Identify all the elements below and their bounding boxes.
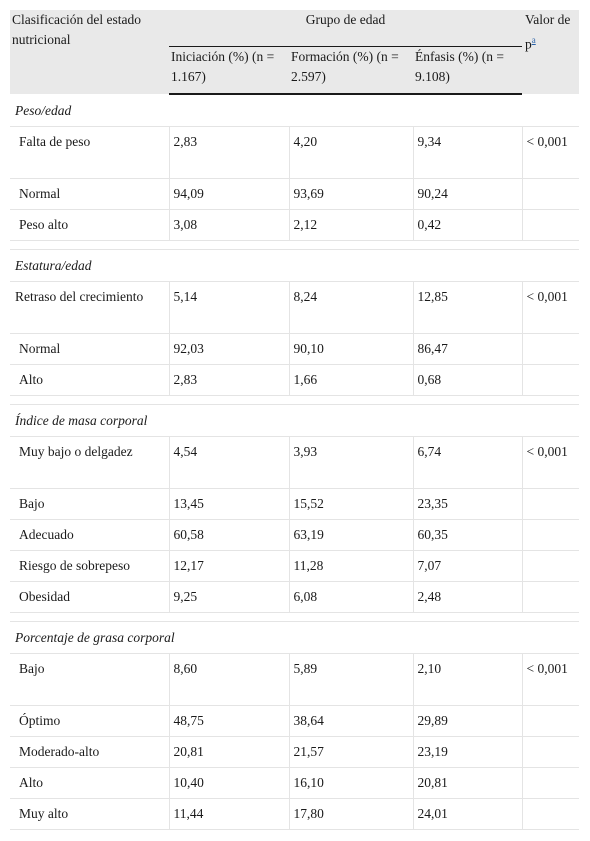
table-row [10,282,579,334]
table-row [10,365,579,396]
cell-formacion: 93,69 [289,179,413,210]
row-label: Alto [10,768,169,799]
cell-iniciacion: 13,45 [169,489,289,520]
cell-enfasis: 29,89 [413,706,522,737]
cell-formacion: 8,24 [289,282,413,334]
table-row [10,582,579,613]
cell-formacion: 21,57 [289,737,413,768]
table-row [10,334,579,365]
cell-enfasis: 60,35 [413,520,522,551]
cell-formacion: 6,08 [289,582,413,613]
cell-enfasis: 0,42 [413,210,522,241]
cell-iniciacion: 2,83 [169,365,289,396]
cell-iniciacion: 3,08 [169,210,289,241]
cell-pvalue [522,551,579,582]
table-row [10,768,579,799]
cell-iniciacion: 5,14 [169,282,289,334]
table-row [10,706,579,737]
section-title: Índice de masa corporal [10,405,579,437]
cell-formacion: 2,12 [289,210,413,241]
row-label: Óptimo [10,706,169,737]
row-label: Normal [10,334,169,365]
section-spacer [10,613,579,622]
row-label: Falta de peso [10,127,169,179]
cell-formacion: 90,10 [289,334,413,365]
table-body [10,94,579,830]
row-label: Obesidad [10,582,169,613]
cell-formacion: 4,20 [289,127,413,179]
cell-iniciacion: 20,81 [169,737,289,768]
cell-iniciacion: 11,44 [169,799,289,830]
nutrition-table-container [10,10,579,830]
cell-enfasis: 0,68 [413,365,522,396]
cell-formacion: 63,19 [289,520,413,551]
section-header-row [10,405,579,437]
header-classification: Clasificación del estado nutricional [10,10,169,94]
cell-enfasis: 12,85 [413,282,522,334]
cell-enfasis: 6,74 [413,437,522,489]
cell-enfasis: 24,01 [413,799,522,830]
cell-enfasis: 7,07 [413,551,522,582]
header-age-group: Grupo de edad [169,10,522,47]
cell-formacion: 3,93 [289,437,413,489]
cell-pvalue: < 0,001 [522,282,579,334]
section-header-row [10,250,579,282]
cell-formacion: 11,28 [289,551,413,582]
table-row [10,437,579,489]
header-formacion: Formación (%) (n = 2.597) [289,47,413,95]
table-row [10,551,579,582]
section-title: Estatura/edad [10,250,579,282]
row-label: Moderado-alto [10,737,169,768]
header-pvalue-text: Valor de p [525,12,571,52]
cell-formacion: 38,64 [289,706,413,737]
row-label: Peso alto [10,210,169,241]
cell-pvalue [522,582,579,613]
section-header-row [10,622,579,654]
cell-iniciacion: 94,09 [169,179,289,210]
spacer-cell [10,613,579,622]
row-label: Bajo [10,654,169,706]
header-enfasis: Énfasis (%) (n = 9.108) [413,47,522,95]
cell-pvalue [522,179,579,210]
cell-enfasis: 86,47 [413,334,522,365]
row-label: Muy alto [10,799,169,830]
row-label: Retraso del crecimiento [10,282,169,334]
cell-enfasis: 20,81 [413,768,522,799]
cell-iniciacion: 10,40 [169,768,289,799]
cell-formacion: 16,10 [289,768,413,799]
cell-formacion: 15,52 [289,489,413,520]
header-pvalue [522,10,579,94]
row-label: Adecuado [10,520,169,551]
section-title: Porcentaje de grasa corporal [10,622,579,654]
table-row [10,654,579,706]
cell-enfasis: 9,34 [413,127,522,179]
nutrition-table [10,10,579,830]
row-label: Muy bajo o delgadez [10,437,169,489]
footnote-link[interactable]: a [531,35,536,45]
section-spacer [10,241,579,250]
header-iniciacion: Iniciación (%) (n = 1.167) [169,47,289,95]
cell-iniciacion: 12,17 [169,551,289,582]
cell-pvalue [522,489,579,520]
table-row [10,127,579,179]
cell-formacion: 17,80 [289,799,413,830]
row-label: Riesgo de sobrepeso [10,551,169,582]
spacer-cell [10,396,579,405]
row-label: Normal [10,179,169,210]
cell-enfasis: 90,24 [413,179,522,210]
cell-pvalue [522,768,579,799]
cell-pvalue: < 0,001 [522,654,579,706]
table-row [10,489,579,520]
cell-formacion: 1,66 [289,365,413,396]
cell-enfasis: 23,19 [413,737,522,768]
cell-iniciacion: 4,54 [169,437,289,489]
spacer-cell [10,241,579,250]
cell-pvalue: < 0,001 [522,437,579,489]
row-label: Bajo [10,489,169,520]
table-row [10,210,579,241]
table-header [10,10,579,94]
cell-formacion: 5,89 [289,654,413,706]
section-spacer [10,396,579,405]
table-row [10,799,579,830]
cell-pvalue [522,365,579,396]
cell-enfasis: 2,48 [413,582,522,613]
cell-iniciacion: 9,25 [169,582,289,613]
table-row [10,737,579,768]
table-row [10,520,579,551]
cell-pvalue [522,706,579,737]
cell-iniciacion: 2,83 [169,127,289,179]
section-header-row [10,94,579,127]
cell-pvalue [522,334,579,365]
cell-pvalue [522,520,579,551]
cell-iniciacion: 92,03 [169,334,289,365]
cell-enfasis: 23,35 [413,489,522,520]
table-row [10,179,579,210]
cell-pvalue: < 0,001 [522,127,579,179]
cell-pvalue [522,737,579,768]
row-label: Alto [10,365,169,396]
cell-iniciacion: 8,60 [169,654,289,706]
section-title: Peso/edad [10,94,579,127]
cell-pvalue [522,799,579,830]
cell-pvalue [522,210,579,241]
cell-enfasis: 2,10 [413,654,522,706]
cell-iniciacion: 48,75 [169,706,289,737]
cell-iniciacion: 60,58 [169,520,289,551]
